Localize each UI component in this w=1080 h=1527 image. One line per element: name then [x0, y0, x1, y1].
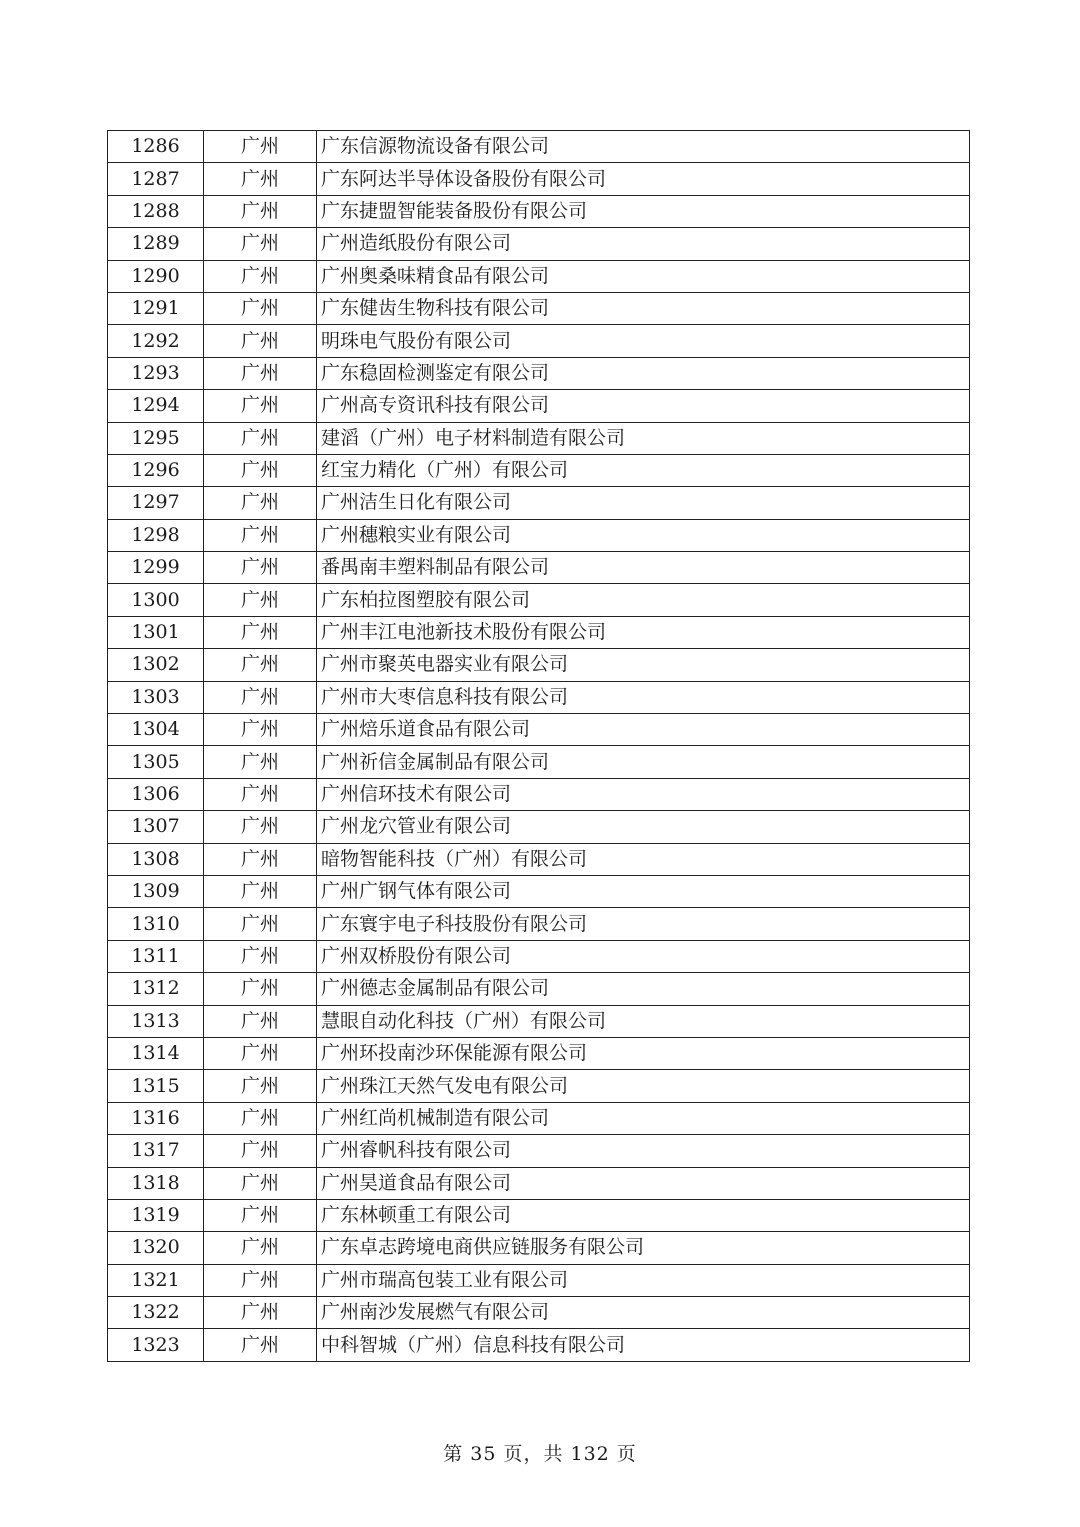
- row-company-name: 广东稳固检测鉴定有限公司: [317, 357, 970, 389]
- row-company-name: 广州龙穴管业有限公司: [317, 811, 970, 843]
- row-company-name: 广州造纸股份有限公司: [317, 228, 970, 260]
- row-company-name: 广东卓志跨境电商供应链服务有限公司: [317, 1232, 970, 1264]
- row-city: 广州: [204, 454, 317, 486]
- table-row: [108, 228, 970, 260]
- row-number: 1288: [108, 195, 204, 227]
- table-row: [108, 616, 970, 648]
- row-number: 1298: [108, 519, 204, 551]
- row-number: 1312: [108, 973, 204, 1005]
- table-row: [108, 1005, 970, 1037]
- table-row: [108, 875, 970, 907]
- table-row: [108, 714, 970, 746]
- table-row: [108, 811, 970, 843]
- table-row: [108, 1264, 970, 1296]
- row-number: 1322: [108, 1297, 204, 1329]
- row-number: 1294: [108, 390, 204, 422]
- table-body: [108, 131, 970, 1362]
- table-row: [108, 973, 970, 1005]
- table-row: [108, 163, 970, 195]
- row-number: 1304: [108, 714, 204, 746]
- row-city: 广州: [204, 1167, 317, 1199]
- row-company-name: 广东林顿重工有限公司: [317, 1199, 970, 1231]
- row-number: 1313: [108, 1005, 204, 1037]
- row-company-name: 红宝力精化（广州）有限公司: [317, 454, 970, 486]
- row-city: 广州: [204, 1037, 317, 1069]
- row-city: 广州: [204, 908, 317, 940]
- table-row: [108, 292, 970, 324]
- row-company-name: 广州焙乐道食品有限公司: [317, 714, 970, 746]
- row-company-name: 广州环投南沙环保能源有限公司: [317, 1037, 970, 1069]
- row-company-name: 广州祈信金属制品有限公司: [317, 746, 970, 778]
- row-number: 1306: [108, 778, 204, 810]
- table-row: [108, 422, 970, 454]
- row-city: 广州: [204, 163, 317, 195]
- row-company-name: 中科智城（广州）信息科技有限公司: [317, 1329, 970, 1361]
- row-number: 1289: [108, 228, 204, 260]
- row-city: 广州: [204, 1005, 317, 1037]
- table-row: [108, 390, 970, 422]
- table-row: [108, 1199, 970, 1231]
- row-city: 广州: [204, 875, 317, 907]
- row-number: 1301: [108, 616, 204, 648]
- table-row: [108, 940, 970, 972]
- table-row: [108, 1037, 970, 1069]
- row-city: 广州: [204, 422, 317, 454]
- row-company-name: 广东柏拉图塑胶有限公司: [317, 584, 970, 616]
- row-city: 广州: [204, 811, 317, 843]
- row-city: 广州: [204, 552, 317, 584]
- table-row: [108, 325, 970, 357]
- row-number: 1292: [108, 325, 204, 357]
- row-number: 1321: [108, 1264, 204, 1296]
- row-number: 1323: [108, 1329, 204, 1361]
- row-number: 1291: [108, 292, 204, 324]
- row-number: 1319: [108, 1199, 204, 1231]
- row-company-name: 广东健齿生物科技有限公司: [317, 292, 970, 324]
- row-number: 1295: [108, 422, 204, 454]
- row-city: 广州: [204, 357, 317, 389]
- row-number: 1297: [108, 487, 204, 519]
- row-city: 广州: [204, 616, 317, 648]
- row-city: 广州: [204, 1102, 317, 1134]
- table-row: [108, 778, 970, 810]
- row-city: 广州: [204, 1232, 317, 1264]
- row-company-name: 广州丰江电池新技术股份有限公司: [317, 616, 970, 648]
- table-row: [108, 260, 970, 292]
- row-city: 广州: [204, 131, 317, 163]
- row-number: 1309: [108, 875, 204, 907]
- row-city: 广州: [204, 260, 317, 292]
- row-number: 1296: [108, 454, 204, 486]
- row-number: 1317: [108, 1135, 204, 1167]
- table-row: [108, 681, 970, 713]
- table-row: [108, 1232, 970, 1264]
- row-company-name: 广州高专资讯科技有限公司: [317, 390, 970, 422]
- row-city: 广州: [204, 519, 317, 551]
- row-company-name: 广东捷盟智能装备股份有限公司: [317, 195, 970, 227]
- row-number: 1290: [108, 260, 204, 292]
- row-city: 广州: [204, 714, 317, 746]
- row-number: 1293: [108, 357, 204, 389]
- row-number: 1314: [108, 1037, 204, 1069]
- row-city: 广州: [204, 1264, 317, 1296]
- row-number: 1320: [108, 1232, 204, 1264]
- table-row: [108, 357, 970, 389]
- row-city: 广州: [204, 649, 317, 681]
- row-number: 1302: [108, 649, 204, 681]
- row-number: 1305: [108, 746, 204, 778]
- row-city: 广州: [204, 843, 317, 875]
- row-company-name: 广州红尚机械制造有限公司: [317, 1102, 970, 1134]
- row-company-name: 广州珠江天然气发电有限公司: [317, 1070, 970, 1102]
- row-company-name: 广州市聚英电器实业有限公司: [317, 649, 970, 681]
- table-row: [108, 552, 970, 584]
- row-company-name: 广州昊道食品有限公司: [317, 1167, 970, 1199]
- row-company-name: 广州市瑞高包装工业有限公司: [317, 1264, 970, 1296]
- table-row: [108, 843, 970, 875]
- row-number: 1287: [108, 163, 204, 195]
- row-city: 广州: [204, 746, 317, 778]
- row-city: 广州: [204, 1329, 317, 1361]
- row-city: 广州: [204, 681, 317, 713]
- table-row: [108, 454, 970, 486]
- table-row: [108, 1167, 970, 1199]
- table-row: [108, 584, 970, 616]
- row-city: 广州: [204, 487, 317, 519]
- row-city: 广州: [204, 940, 317, 972]
- company-list-table: [107, 130, 970, 1362]
- row-number: 1286: [108, 131, 204, 163]
- row-city: 广州: [204, 1297, 317, 1329]
- row-city: 广州: [204, 325, 317, 357]
- table-row: [108, 195, 970, 227]
- row-company-name: 广东阿达半导体设备股份有限公司: [317, 163, 970, 195]
- page-footer: 第 35 页，共 132 页: [443, 1443, 637, 1465]
- row-company-name: 建滔（广州）电子材料制造有限公司: [317, 422, 970, 454]
- row-city: 广州: [204, 1135, 317, 1167]
- row-company-name: 慧眼自动化科技（广州）有限公司: [317, 1005, 970, 1037]
- row-number: 1300: [108, 584, 204, 616]
- table-row: [108, 1135, 970, 1167]
- row-company-name: 广州洁生日化有限公司: [317, 487, 970, 519]
- row-company-name: 广东寰宇电子科技股份有限公司: [317, 908, 970, 940]
- row-city: 广州: [204, 195, 317, 227]
- row-number: 1316: [108, 1102, 204, 1134]
- row-company-name: 广州德志金属制品有限公司: [317, 973, 970, 1005]
- row-company-name: 暗物智能科技（广州）有限公司: [317, 843, 970, 875]
- table-row: [108, 519, 970, 551]
- table-row: [108, 487, 970, 519]
- row-company-name: 广州睿帆科技有限公司: [317, 1135, 970, 1167]
- row-city: 广州: [204, 228, 317, 260]
- table-row: [108, 1329, 970, 1361]
- row-company-name: 广州双桥股份有限公司: [317, 940, 970, 972]
- row-company-name: 番禺南丰塑料制品有限公司: [317, 552, 970, 584]
- row-city: 广州: [204, 778, 317, 810]
- table-row: [108, 131, 970, 163]
- row-number: 1308: [108, 843, 204, 875]
- row-number: 1299: [108, 552, 204, 584]
- row-company-name: 广州南沙发展燃气有限公司: [317, 1297, 970, 1329]
- row-company-name: 广东信源物流设备有限公司: [317, 131, 970, 163]
- row-city: 广州: [204, 1070, 317, 1102]
- row-company-name: 广州广钢气体有限公司: [317, 875, 970, 907]
- row-city: 广州: [204, 584, 317, 616]
- row-number: 1307: [108, 811, 204, 843]
- row-city: 广州: [204, 292, 317, 324]
- row-city: 广州: [204, 973, 317, 1005]
- table-row: [108, 649, 970, 681]
- row-city: 广州: [204, 1199, 317, 1231]
- row-company-name: 明珠电气股份有限公司: [317, 325, 970, 357]
- table-row: [108, 908, 970, 940]
- table-row: [108, 1102, 970, 1134]
- row-company-name: 广州穗粮实业有限公司: [317, 519, 970, 551]
- table-row: [108, 1297, 970, 1329]
- row-company-name: 广州市大枣信息科技有限公司: [317, 681, 970, 713]
- table-row: [108, 746, 970, 778]
- row-number: 1303: [108, 681, 204, 713]
- row-company-name: 广州奥桑味精食品有限公司: [317, 260, 970, 292]
- table-row: [108, 1070, 970, 1102]
- row-number: 1315: [108, 1070, 204, 1102]
- row-number: 1310: [108, 908, 204, 940]
- row-city: 广州: [204, 390, 317, 422]
- row-number: 1318: [108, 1167, 204, 1199]
- row-number: 1311: [108, 940, 204, 972]
- row-company-name: 广州信环技术有限公司: [317, 778, 970, 810]
